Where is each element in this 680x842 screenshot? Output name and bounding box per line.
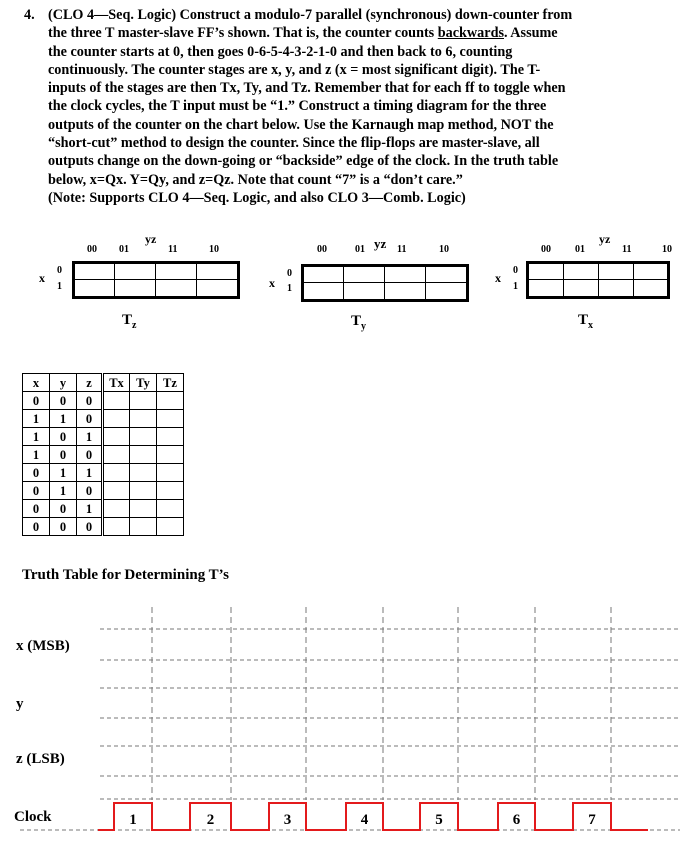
kmap-title: $T_x$ xyxy=(578,312,594,331)
clock-count-label: 4 xyxy=(360,812,369,828)
col-header: y xyxy=(50,374,77,392)
kmap-col-label: 00 xyxy=(317,244,327,255)
table-row: 0 1 0 xyxy=(23,482,184,500)
col-header: Tx xyxy=(103,374,130,392)
clock-count-label: 5 xyxy=(435,812,443,828)
kmap-row-var: x xyxy=(39,271,45,285)
kmap-row-label: 1 xyxy=(287,283,292,294)
table-row: 1 0 1 xyxy=(23,428,184,446)
kmap-yz-label: yz xyxy=(599,232,611,246)
clock-count-label: 2 xyxy=(206,812,215,828)
problem-number: 4. xyxy=(24,7,35,23)
kmap-title: $T_y$ xyxy=(351,313,367,332)
table-row: 0 0 0 xyxy=(23,392,184,410)
kmap-col-label: 01 xyxy=(575,244,585,255)
signal-label-clock: Clock xyxy=(14,809,52,825)
clock-count-label: 1 xyxy=(129,812,137,828)
table-row: 0 0 0 xyxy=(23,518,184,536)
table-row: 1 0 0 xyxy=(23,446,184,464)
truth-table-caption: Truth Table for Determining T’s xyxy=(22,567,229,583)
kmap-title: $T_z$ xyxy=(122,312,137,331)
clock-waveform xyxy=(98,803,648,830)
clock-count-label: 7 xyxy=(588,812,596,828)
signal-label-x: x (MSB) xyxy=(16,638,70,654)
clock-signal xyxy=(98,803,648,830)
kmap-col-label: 10 xyxy=(439,244,449,255)
problem-line: the three T master-slave FF’s shown. That is, the counter counts backwards. Assume xyxy=(48,25,558,42)
signal-label-z: z (LSB) xyxy=(16,751,65,767)
kmap-row-var: x xyxy=(495,271,501,285)
kmap-col-label: 01 xyxy=(119,244,129,255)
problem-line: the counter starts at 0, then goes 0-6-5-4-3-2-1-0 and then back to 6, counting xyxy=(48,43,513,60)
kmap-col-label: 10 xyxy=(209,244,219,255)
problem-line: (CLO 4—Seq. Logic) Construct a modulo-7 parallel (synchronous) down-counter from xyxy=(48,7,573,23)
kmap-row-label: 0 xyxy=(57,265,62,276)
timing-grid xyxy=(20,607,680,830)
col-header: Ty xyxy=(130,374,157,392)
problem-line: the clock cycles, the T input must be “1.” Construct a timing diagram for the three xyxy=(48,98,547,115)
kmap-row-label: 1 xyxy=(57,281,62,292)
kmap-col-label: 00 xyxy=(87,244,97,255)
table-row: 0 0 1 xyxy=(23,500,184,518)
table-row: 0 1 1 xyxy=(23,464,184,482)
kmap-col-label: 10 xyxy=(662,244,672,255)
table-row: 1 1 0 xyxy=(23,410,184,428)
clock-count-label: 3 xyxy=(283,812,292,828)
col-header: z xyxy=(77,374,103,392)
problem-line: inputs of the stages are then Tx, Ty, and Tz. Remember that for each ff to toggle when xyxy=(48,80,566,97)
kmap-col-label: 11 xyxy=(168,244,178,255)
problem-line: continuously. The counter stages are x, y, and z (x = most significant digit). The T- xyxy=(48,61,541,78)
signal-label-y: y xyxy=(16,696,24,712)
kmap-row-var: x xyxy=(269,276,275,290)
kmap-row-label: 0 xyxy=(287,268,292,279)
clock-count-label: 6 xyxy=(512,812,521,828)
problem-line: outputs change on the down-going or “backside” edge of the clock. In the truth table xyxy=(48,153,559,170)
problem-line: “short-cut” method to design the counter. Since the flip-flops are master-slave, all xyxy=(48,135,540,152)
col-header: Tz xyxy=(157,374,184,392)
underlined-word: backwards xyxy=(437,25,504,42)
kmap-col-label: 01 xyxy=(355,244,365,255)
problem-line: below, x=Qx. Y=Qy, and z=Qz. Note that count “7” is a “don’t care.” xyxy=(48,171,463,188)
kmap-row-label: 1 xyxy=(513,281,518,292)
kmap-col-label: 11 xyxy=(622,244,632,255)
kmap-col-label: 11 xyxy=(397,244,407,255)
kmap-row-label: 0 xyxy=(513,265,518,276)
kmap-yz-label: yz xyxy=(374,236,387,251)
problem-line: outputs of the counter on the chart below. Use the Karnaugh map method, NOT the xyxy=(48,116,554,133)
kmap-yz-label: yz xyxy=(145,232,157,246)
kmap-col-label: 00 xyxy=(541,244,551,255)
problem-line: (Note: Supports CLO 4—Seq. Logic, and also CLO 3—Comb. Logic) xyxy=(48,189,466,206)
col-header: x xyxy=(23,374,50,392)
